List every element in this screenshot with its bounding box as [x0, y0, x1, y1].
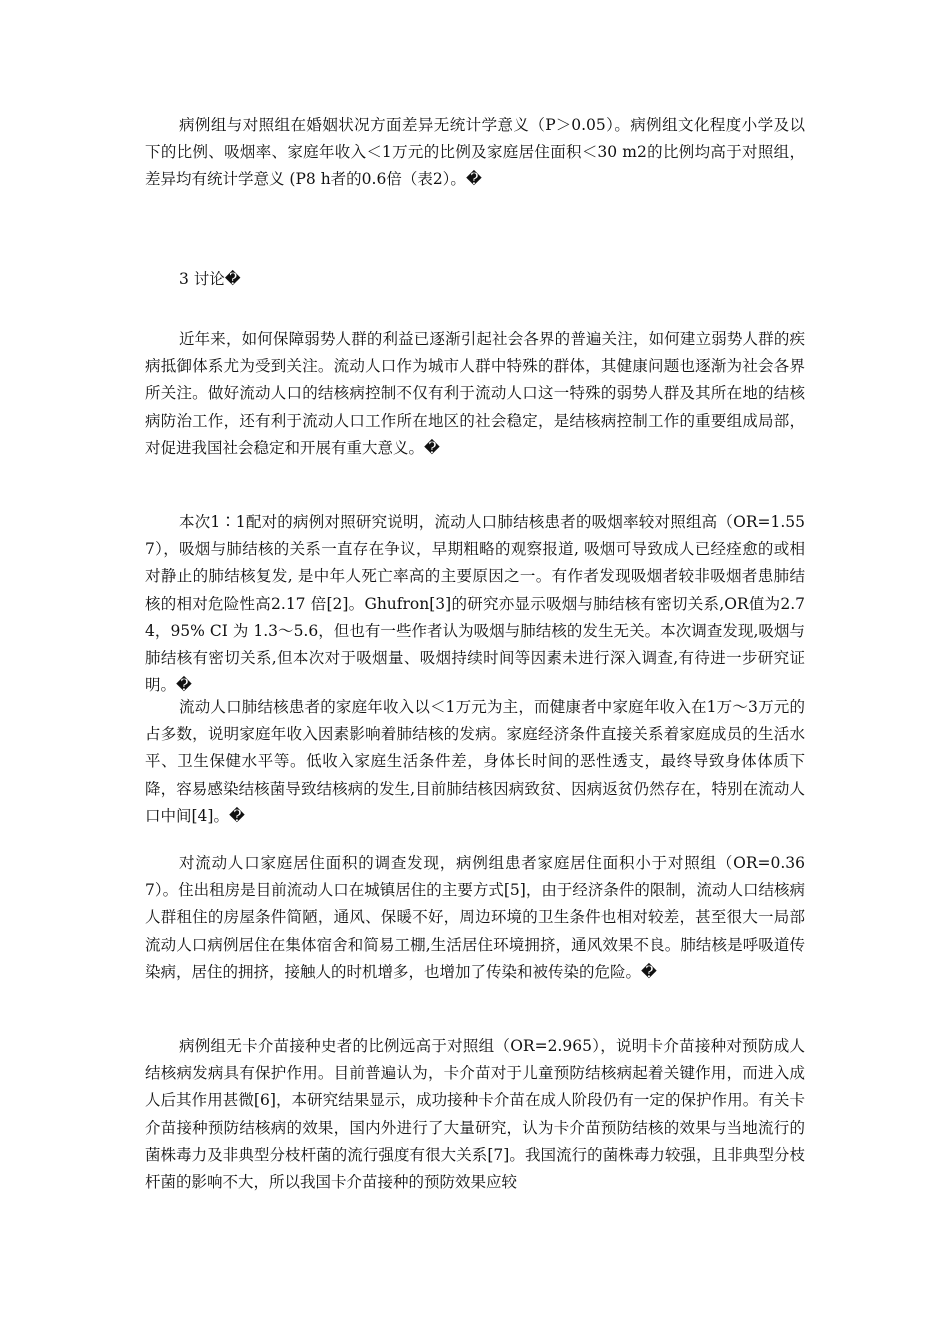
- paragraph-income: 流动人口肺结核患者的家庭年收入以＜1万元为主，而健康者中家庭年收入在1万～3万元的占多数，说明家庭年收入因素影响着肺结核的发病。家庭经济条件直接关系着家庭成员的生活水平、卫生保健水平等。低收入家庭生活条件差，身体长时间的恶性透支，最终导致身体体质下降，容易感染结核菌导致结核病的发生,目前肺结核因病致贫、因病返贫仍然存在，特别在流动人口中间[4]。�: [145, 698, 805, 825]
- section-heading: 3 讨论�: [179, 270, 241, 288]
- intro-paragraph: 病例组与对照组在婚姻状况方面差异无统计学意义（P＞0.05）。病例组文化程度小学及以下的比例、吸烟率、家庭年收入＜1万元的比例及家庭居住面积＜30 m2的比例均高于对照组，差异均有统计学意义 (P8 h者的0.6倍（表2）。�: [145, 116, 805, 189]
- paragraph-vulnerable-groups: 近年来，如何保障弱势人群的利益已逐渐引起社会各界的普遍关注，如何建立弱势人群的疾病抵御体系尤为受到关注。流动人口作为城市人群中特殊的群体，其健康问题也逐渐为社会各界所关注。做好流动人口的结核病控制不仅有利于流动人口这一特殊的弱势人群及其所在地的结核病防治工作，还有利于流动人口工作所在地区的社会稳定，是结核病控制工作的重要组成局部，对促进我国社会稳定和开展有重大意义。�: [145, 330, 805, 457]
- paragraph-bcg-vaccine: 病例组无卡介苗接种史者的比例远高于对照组（OR=2.965），说明卡介苗接种对预防成人结核病发病具有保护作用。目前普遍认为，卡介苗对于儿童预防结核病起着关键作用，而进入成人后其作用甚微[6]，本研究结果显示，成功接种卡介苗在成人阶段仍有一定的保护作用。有关卡介苗接种预防结核病的效果，国内外进行了大量研究，认为卡介苗预防结核的效果与当地流行的菌株毒力及非典型分枝杆菌的流行强度有很大关系[7]。我国流行的菌株毒力较强，且非典型分枝杆菌的影响不大，所以我国卡介苗接种的预防效果应较: [145, 1037, 805, 1192]
- paragraph-housing: 对流动人口家庭居住面积的调查发现，病例组患者家庭居住面积小于对照组（OR=0.367）。住出租房是目前流动人口在城镇居住的主要方式[5]，由于经济条件的限制，流动人口结核病人群租住的房屋条件简陋，通风、保暖不好，周边环境的卫生条件也相对较差，甚至很大一局部流动人口病例居住在集体宿舍和简易工棚,生活居住环境拥挤，通风效果不良。肺结核是呼吸道传染病，居住的拥挤，接触人的时机增多，也增加了传染和被传染的危险。�: [145, 854, 805, 981]
- paragraph-smoking: 本次1∶1配对的病例对照研究说明，流动人口肺结核患者的吸烟率较对照组高（OR=1.557），吸烟与肺结核的关系一直存在争议，早期粗略的观察报道, 吸烟可导致成人已经痊愈的或相对静止的肺结核复发, 是中年人死亡率高的主要原因之一。有作者发现吸烟者较非吸烟者患肺结核的相对危险性高2.17 倍[2]。Ghufron[3]的研究亦显示吸烟与肺结核有密切关系,OR值为2.74，95% CI 为 1.3～5.6，但也有一些作者认为吸烟与肺结核的发生无关。本次调查发现,吸烟与肺结核有密切关系,但本次对于吸烟量、吸烟持续时间等因素未进行深入调查,有待进一步研究证明。�: [145, 513, 805, 695]
